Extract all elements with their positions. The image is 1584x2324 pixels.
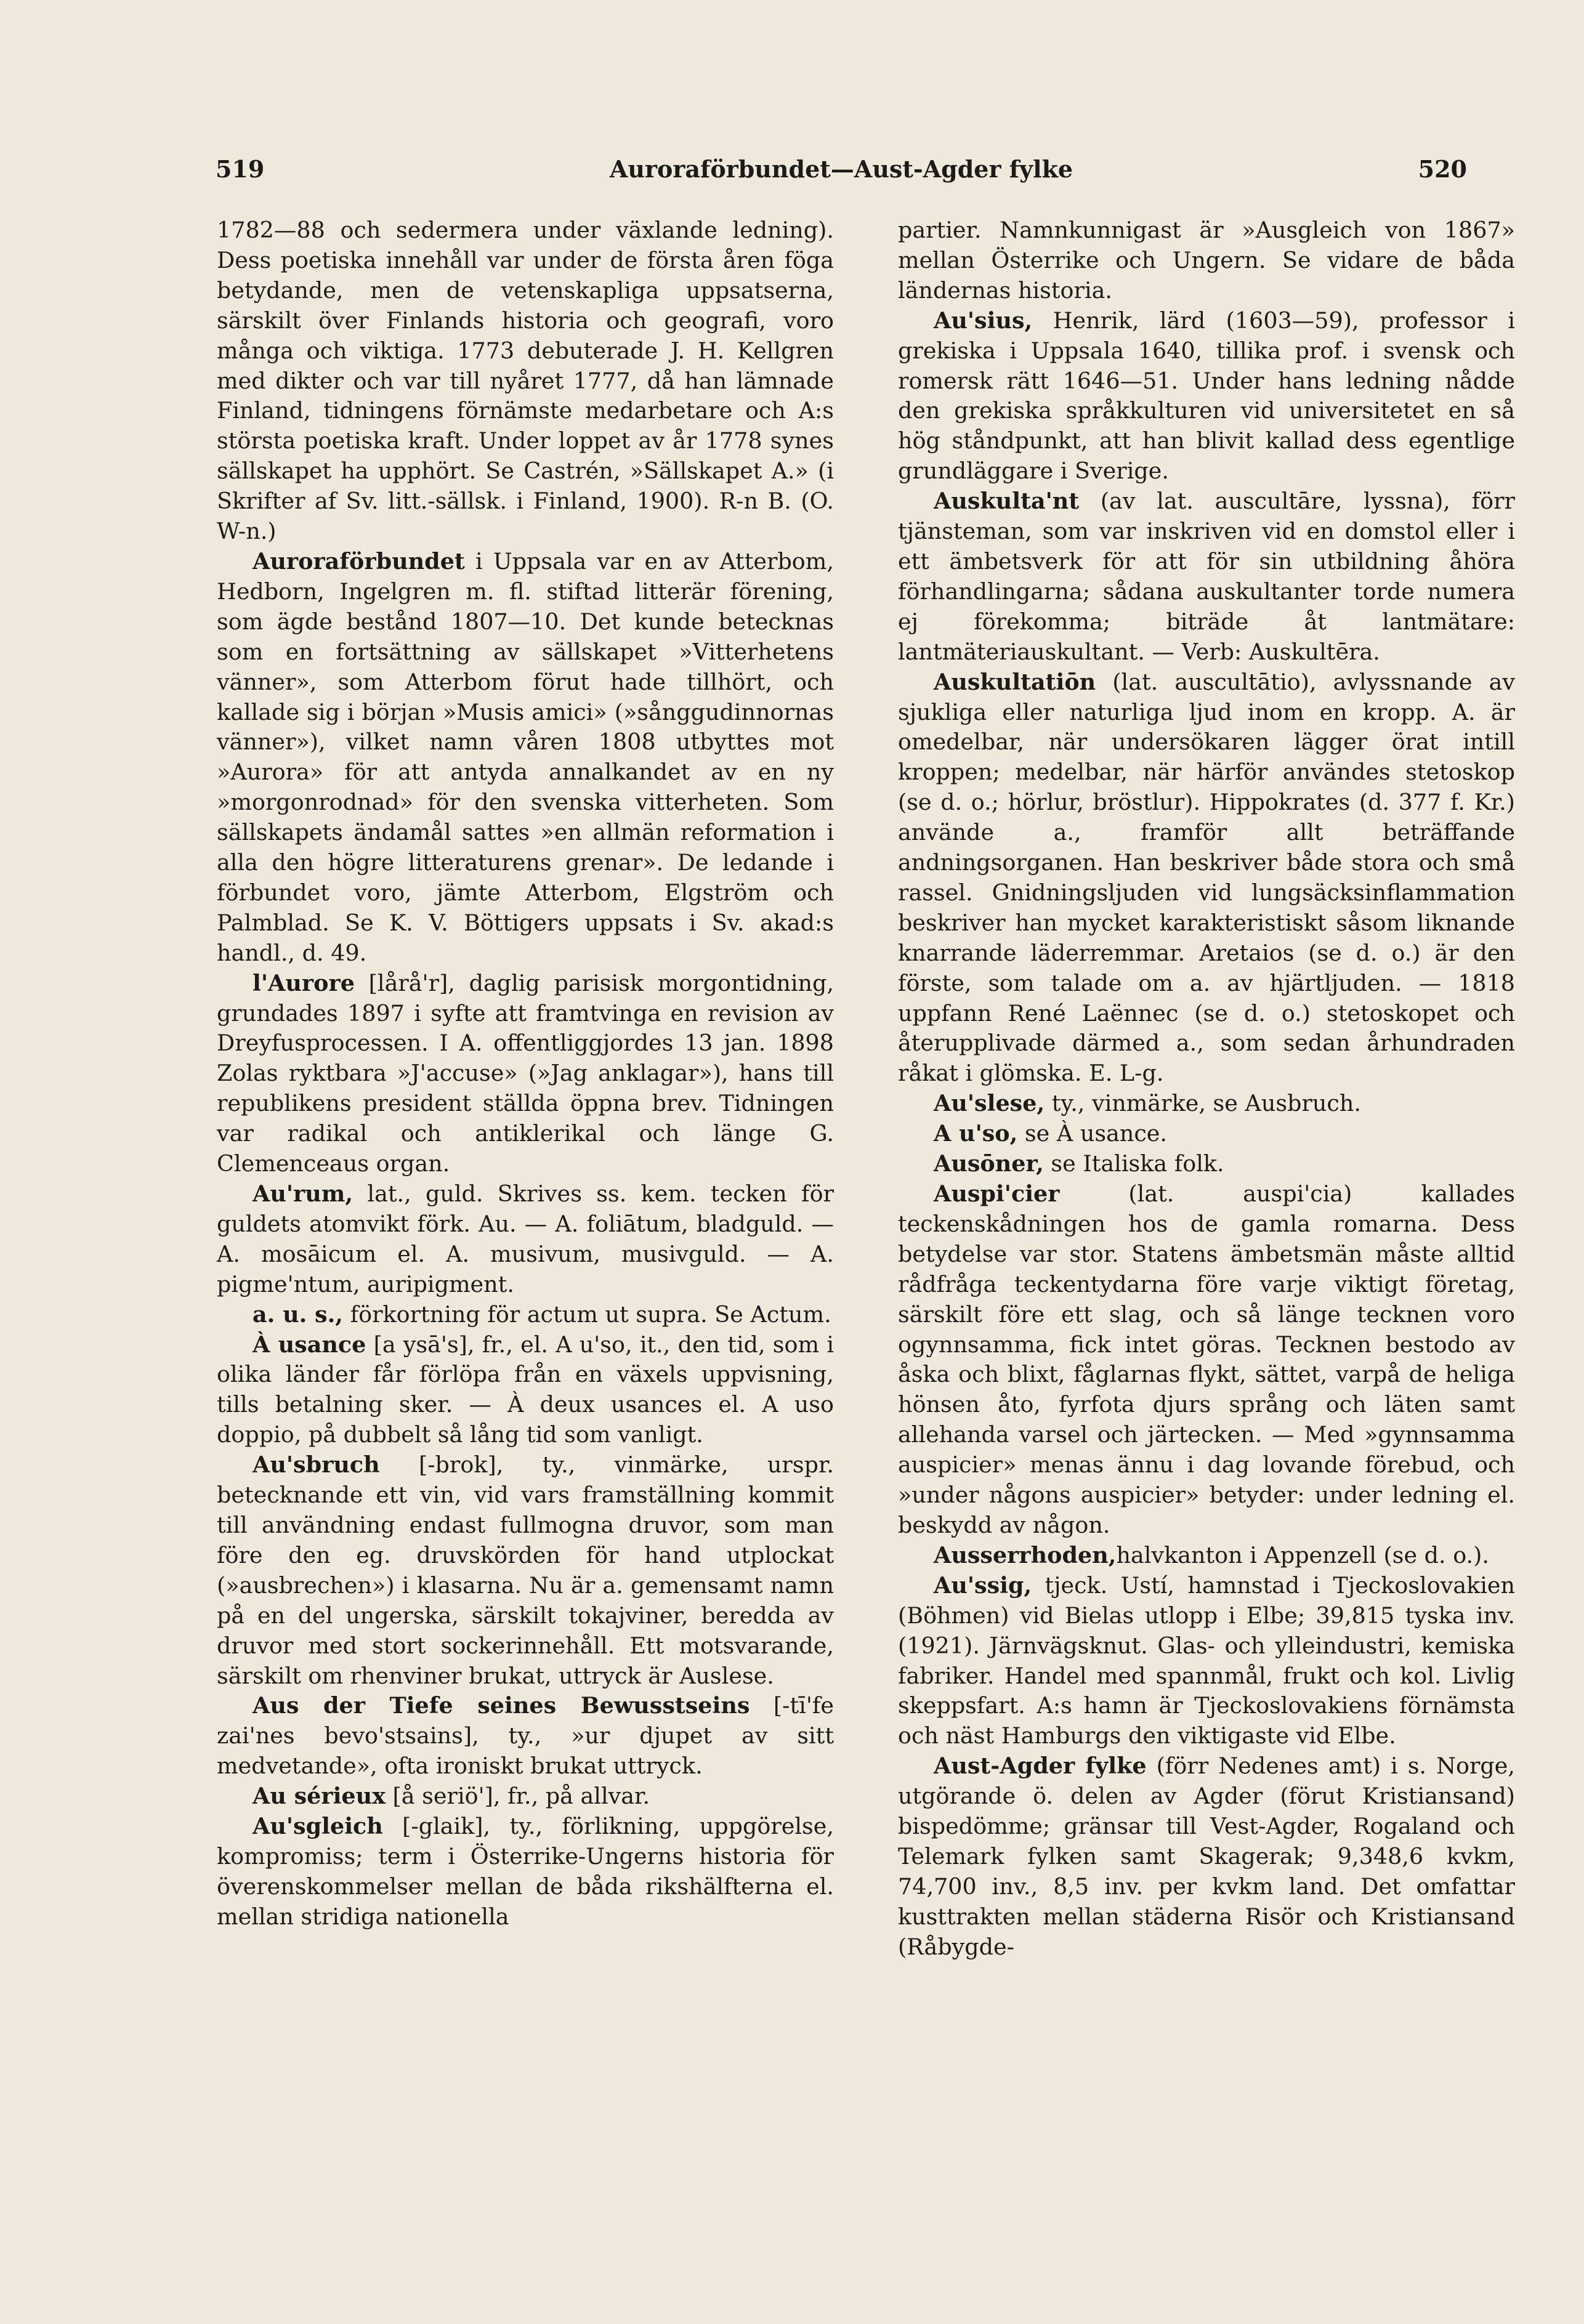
page-header	[216, 155, 1467, 192]
dictionary-entry: Aust-Agder fylke (förr Nedenes amt) i s. Norge, utgörande ö. delen av Agder (förut Kristiansand) bispedömme; gränsar till Vest-Agder, Rogaland och Telemark fylken samt Skagerak; 9,348,6 kvkm, 74,700 inv., 8,5 inv. per kvkm land. Det omfattar kusttrakten mellan städerna Risör och Kristiansand (Råbygde-	[898, 1753, 1515, 1960]
headword: l'Aurore	[253, 969, 355, 996]
dictionary-entry: partier. Namnkunnigast är »Ausgleich von 1867» mellan Österrike och Ungern. Se vidare de båda ländernas historia.	[898, 217, 1515, 304]
headword: Au'sgleich	[253, 1813, 383, 1840]
headword: Auspi'cier	[934, 1180, 1060, 1207]
dictionary-entry: A u'so, se À usance.	[934, 1120, 1167, 1147]
headword: Au'sius,	[934, 307, 1033, 334]
right-page-number: 520	[1418, 155, 1467, 183]
dictionary-entry: Ausserrhoden,halvkanton i Appenzell (se d. o.).	[934, 1541, 1489, 1568]
headword: A u'so,	[934, 1120, 1018, 1147]
dictionary-entry: Auskultatiōn (lat. auscultātio), avlyssnande av sjukliga eller naturliga ljud inom en kropp. A. är omedelbar, när undersökaren lägger örat intill kroppen; medelbar, när härför användes stetoskop (se d. o.; hörlur, bröstlur). Hippokrates (d. 377 f. Kr.) använde a., framför allt beträffande andningsorganen. Han beskriver både stora och små rassel. Gnidningsljuden vid lungsäcksinflammation beskriver han mycket karakteristiskt såsom liknande knarrande läderremmar. Aretaios (se d. o.) är den förste, som talade om a. av hjärtljuden. — 1818 uppfann René Laënnec (se d. o.) stetoskopet och återupplivade därmed a., som sedan århundraden råkat i glömska. E. L-g.	[898, 668, 1515, 1087]
dictionary-entry: a. u. s., förkortning för actum ut supra. Se Actum.	[253, 1301, 831, 1328]
headword: Aust-Agder fylke	[934, 1753, 1147, 1780]
dictionary-entry: Au'slese, ty., vinmärke, se Ausbruch.	[934, 1090, 1361, 1117]
dictionary-entry: Auroraförbundet i Uppsala var en av Atterbom, Hedborn, Ingelgren m. fl. stiftad litterär förening, som ägde bestånd 1807—10. Det kunde betecknas som en fortsättning av sällskapet »Vitterhetens vänner», som Atterbom förut hade tillhört, och kallade sig i början »Musis amici» (»sånggudinnornas vänner»), vilket namn våren 1808 utbyttes mot »Aurora» för att antyda annalkandet av en ny »morgonrodnad» för den svenska vitterheten. Som sällskapets ändamål sattes »en allmän reformation i alla den högre litteraturens grenar». De ledande i förbundet voro, jämte Atterbom, Elgström och Palmblad. Se K. V. Böttigers uppsats i Sv. akad:s handl., d. 49.	[217, 547, 834, 966]
dictionary-entry: 1782—88 och sedermera under växlande ledning). Dess poetiska innehåll var under de första åren föga betydande, men de vetenskapliga uppsatserna, särskilt över Finlands historia och geografi, voro många och viktiga. 1773 debuterade J. H. Kellgren med dikter och var till nyåret 1777, då han lämnade Finland, tidningens förnämste medarbetare och A:s största poetiska kraft. Under loppet av år 1778 synes sällskapet ha upphört. Se Castrén, »Sällskapet A.» (i Skrifter af Sv. litt.-sällsk. i Finland, 1900). R-n B. (O. W-n.)	[217, 217, 834, 545]
running-title: Auroraförbundet—Aust-Agder fylke	[609, 155, 1073, 183]
dictionary-entry: Aus der Tiefe seines Bewusstseins [-tī'fe zai'nes bevo'stsains], ty., »ur djupet av sitt medvetande», ofta ironiskt brukat uttryck.	[217, 1692, 834, 1780]
headword: Aus der Tiefe seines Bewusstseins	[253, 1692, 750, 1719]
headword: a. u. s.,	[253, 1301, 343, 1328]
headword: Auroraförbundet	[253, 547, 465, 575]
dictionary-entry: Au sérieux [å seriö'], fr., på allvar.	[253, 1783, 650, 1810]
left-column	[217, 216, 834, 1932]
headword: Au'slese,	[934, 1090, 1045, 1117]
dictionary-entry: Au'sbruch [-brok], ty., vinmärke, urspr. betecknande ett vin, vid vars framställning kommit till användning endast fullmogna druvor, som man före den eg. druvskörden för hand utplockat (»ausbrechen») i klasarna. Nu är a. gemensamt namn på en del ungerska, särskilt tokajviner, beredda av druvor med stort sockerinnehåll. Ett motsvarande, särskilt om rhenviner brukat, uttryck är Auslese.	[217, 1451, 834, 1689]
dictionary-entry: Au'ssig, tjeck. Ustí, hamnstad i Tjeckoslovakien (Böhmen) vid Bielas utlopp i Elbe; 39,815 tyska inv. (1921). Järnvägsknut. Glas- och ylleindustri, kemiska fabriker. Handel med spannmål, frukt och kol. Livlig skeppsfart. A:s hamn är Tjeckoslovakiens förnämsta och näst Hamburgs den viktigaste vid Elbe.	[898, 1572, 1515, 1749]
dictionary-entry: l'Aurore [lårå'r], daglig parisisk morgontidning, grundades 1897 i syfte att framtvinga en revision av Dreyfusprocessen. I A. offentliggjordes 13 jan. 1898 Zolas ryktbara »J'accuse» (»Jag anklagar»), hans till republikens president ställda öppna brev. Tidningen var radikal och antiklerikal och länge G. Clemenceaus organ.	[217, 969, 834, 1177]
dictionary-entry: À usance [a ysā's], fr., el. A u'so, it., den tid, som i olika länder får förlöpa från en växels uppvisning, tills betalning sker. — À deux usances el. A uso doppio, på dubbelt så lång tid som vanligt.	[217, 1331, 834, 1448]
headword: À usance	[253, 1331, 366, 1358]
headword: Au sérieux	[253, 1783, 386, 1810]
headword: Au'ssig,	[934, 1572, 1032, 1599]
dictionary-entry: Auspi'cier (lat. auspi'cia) kallades teckenskådningen hos de gamla romarna. Dess betydelse var stor. Statens ämbetsmän måste alltid rådfråga teckentydarna före varje viktigt företag, särskilt före ett slag, och så länge tecknen voro ogynnsamma, fick intet göras. Tecknen bestodo av åska och blixt, fåglarnas flykt, sättet, varpå de heliga hönsen åto, fyrfota djurs språng och läten samt allehanda varsel och järtecken. — Med »gynnsamma auspicier» menas ännu i dag lovande förebud, och »under någons auspicier» betyder: under ledning el. beskydd av någon.	[898, 1180, 1515, 1538]
headword: Auskultatiōn	[934, 668, 1096, 695]
headword: Au'sbruch	[253, 1451, 380, 1479]
dictionary-entry: Ausōner, se Italiska folk.	[934, 1150, 1224, 1177]
headword: Auskulta'nt	[934, 488, 1080, 515]
dictionary-entry: Au'rum, lat., guld. Skrives ss. kem. tecken för guldets atomvikt förk. Au. — A. foliātum, bladguld. — A. mosāicum el. A. musivum, musivguld. — A. pigme'ntum, auripigment.	[217, 1180, 834, 1297]
headword: Au'rum,	[253, 1180, 354, 1207]
dictionary-entry: Auskulta'nt (av lat. auscultāre, lyssna), förr tjänsteman, som var inskriven vid en domstol eller i ett ämbetsverk för att för sin utbildning åhöra förhandlingarna; sådana auskultanter torde numera ej förekomma; biträde åt lantmätare: lantmäteriauskultant. — Verb: Auskultēra.	[898, 488, 1515, 665]
left-page-number: 519	[216, 155, 265, 183]
dictionary-entry: Au'sius, Henrik, lärd (1603—59), professor i grekiska i Uppsala 1640, tillika prof. i svensk och romersk rätt 1646—51. Under hans ledning nådde den grekiska språkkulturen vid universitetet en så hög ståndpunkt, att han blivit kallad dess egentlige grundläggare i Sverige.	[898, 307, 1515, 485]
headword: Ausōner,	[934, 1150, 1044, 1177]
dictionary-entry: Au'sgleich [-glaik], ty., förlikning, uppgörelse, kompromiss; term i Österrike-Ungerns historia för överenskommelser mellan de båda rikshälfterna el. mellan stridiga nationella	[217, 1813, 834, 1930]
headword: Ausserrhoden,	[934, 1541, 1117, 1568]
right-column	[898, 216, 1515, 1963]
